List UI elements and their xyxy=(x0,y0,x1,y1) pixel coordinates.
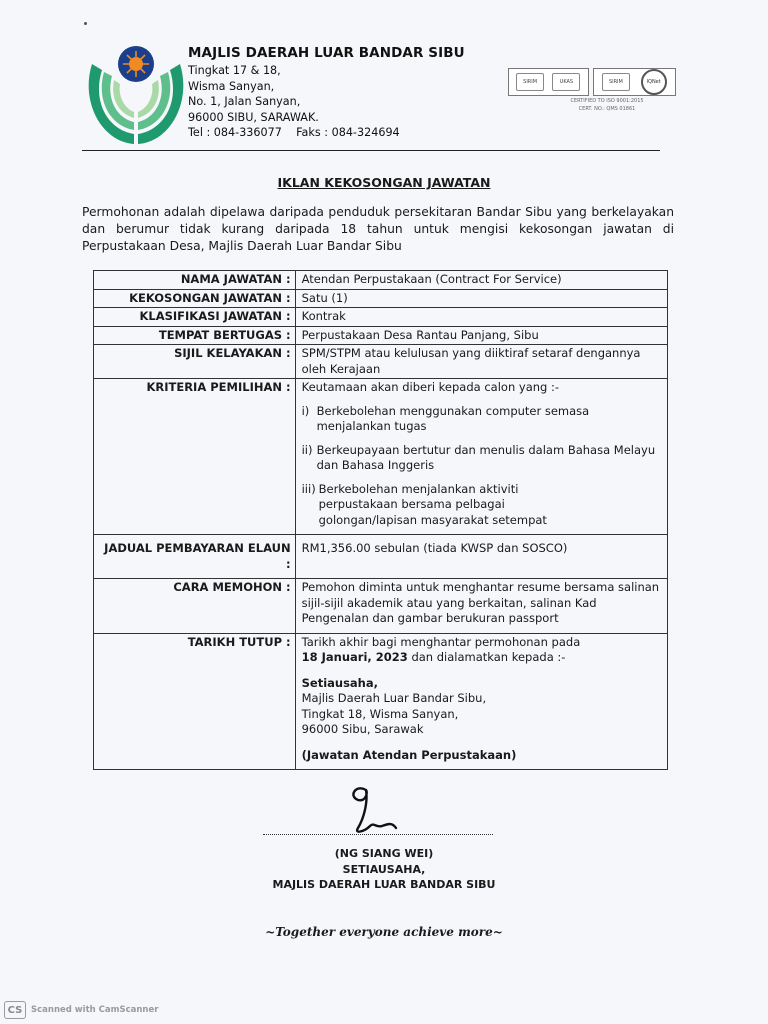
row-label: TARIKH TUTUP : xyxy=(94,633,296,770)
table-row xyxy=(94,535,668,579)
table-row-closing xyxy=(94,633,668,770)
address-line: Wisma Sanyan, xyxy=(188,79,275,93)
criteria-value xyxy=(295,379,667,535)
table-row xyxy=(94,326,668,345)
address-line: Tingkat 17 & 18, xyxy=(188,64,281,77)
row-value: RM1,356.00 sebulan (tiada KWSP dan SOSCO) xyxy=(295,535,667,579)
sirim-badge-icon: SIRIM xyxy=(516,73,544,91)
scanner-watermark xyxy=(4,1001,158,1019)
vacancy-details-table xyxy=(93,270,668,770)
table-row xyxy=(94,579,668,634)
criteria-item xyxy=(302,443,661,474)
row-label: NAMA JAWATAN : xyxy=(94,271,296,290)
row-value: Kontrak xyxy=(295,308,667,327)
criteria-text: Berkebolehan menjalankan aktiviti perpustakaan bersama pelbagai golongan/lapisan masyarakat setempat xyxy=(318,481,547,527)
row-label: CARA MEMOHON : xyxy=(94,579,296,634)
notice-intro: Permohonan adalah dipelawa daripada penduduk persekitaran Bandar Sibu yang berkelayakan dan berumur tidak kurang daripada 18 tahun untuk mengisi kekosongan jawatan di Perpustakaan Desa, Majlis Daerah Luar Bandar Sibu xyxy=(82,205,674,253)
row-label: KEKOSONGAN JAWATAN : xyxy=(94,289,296,308)
certification-badges xyxy=(508,68,676,112)
cert-number: CERT. NO.: QMS 01861 xyxy=(578,106,636,112)
closing-date: 18 Januari, 2023 xyxy=(301,650,408,664)
council-logo-icon xyxy=(84,42,188,146)
criteria-item xyxy=(302,482,661,529)
recipient-line: Majlis Daerah Luar Bandar Sibu, xyxy=(301,691,487,705)
cert-box xyxy=(508,68,589,96)
signatory-position: SETIAUSAHA, xyxy=(342,862,426,876)
signatory-organization: MAJLIS DAERAH LUAR BANDAR SIBU xyxy=(272,878,496,891)
row-value: Satu (1) xyxy=(295,289,667,308)
row-value: Pemohon diminta untuk menghantar resume bersama salinan sijil-sijil akademik atau yang berkaitan, salinan Kad Pengenalan dan gambar berukuran passport xyxy=(295,579,667,634)
sirim-badge-icon: SIRIM xyxy=(602,73,630,91)
criteria-number: ii) xyxy=(301,442,313,457)
table-row xyxy=(94,308,668,327)
signature-icon xyxy=(338,782,418,838)
criteria-number: i) xyxy=(301,403,310,418)
ukas-badge-icon: UKAS xyxy=(552,73,580,91)
criteria-item xyxy=(302,404,661,435)
row-label: KLASIFIKASI JAWATAN : xyxy=(94,308,296,327)
criteria-number: iii) xyxy=(301,481,316,496)
signature-line xyxy=(263,834,493,835)
org-name: MAJLIS DAERAH LUAR BANDAR SIBU xyxy=(188,45,465,61)
address-line: 96000 SIBU, SARAWAK. xyxy=(188,110,319,124)
application-subject: (Jawatan Atendan Perpustakaan) xyxy=(301,747,517,762)
closing-text-after: dan dialamatkan kepada :- xyxy=(407,650,566,664)
table-row xyxy=(94,345,668,379)
contact-line: Tel : 084-336077 Faks : 084-324694 xyxy=(188,126,400,140)
criteria-lead: Keutamaan akan diberi kepada calon yang :- xyxy=(301,380,560,394)
address-line: No. 1, Jalan Sanyan, xyxy=(188,95,301,109)
criteria-text: Berkeupayaan bertutur dan menulis dalam Bahasa Melayu dan Bahasa Inggeris xyxy=(316,442,656,472)
closing-text: Tarikh akhir bagi menghantar permohonan pada xyxy=(301,634,581,649)
signatory-name: (NG SIANG WEI) xyxy=(334,847,434,860)
cert-box xyxy=(593,68,676,96)
signatory-block xyxy=(0,846,768,893)
row-value: Perpustakaan Desa Rantau Panjang, Sibu xyxy=(295,326,667,345)
recipient-line: 96000 Sibu, Sarawak xyxy=(301,722,424,736)
camscanner-logo-icon: CS xyxy=(4,1001,26,1019)
letterhead-address xyxy=(188,45,465,141)
row-label: KRITERIA PEMILIHAN : xyxy=(94,379,296,535)
row-label: TEMPAT BERTUGAS : xyxy=(94,326,296,345)
table-row xyxy=(94,289,668,308)
row-label: SIJIL KELAYAKAN : xyxy=(94,345,296,379)
cert-line: CERTIFIED TO ISO 9001:2015 xyxy=(570,98,644,104)
iqnet-badge-icon: IQNet xyxy=(641,69,667,95)
notice-title xyxy=(0,175,768,190)
header-divider xyxy=(82,150,660,151)
table-row xyxy=(94,271,668,290)
table-row-criteria xyxy=(94,379,668,535)
row-label: JADUAL PEMBAYARAN ELAUN : xyxy=(94,535,296,579)
closing-value xyxy=(295,633,667,770)
row-value: Atendan Perpustakaan (Contract For Service) xyxy=(295,271,667,290)
closing-date-line xyxy=(302,650,661,666)
recipient-line: Tingkat 18, Wisma Sanyan, xyxy=(301,706,459,721)
criteria-text: Berkebolehan menggunakan computer semasa menjalankan tugas xyxy=(316,403,590,433)
motto: ~Together everyone achieve more~ xyxy=(265,925,503,939)
recipient-title: Setiausaha, xyxy=(301,675,378,690)
row-value: SPM/STPM atau kelulusan yang diiktiraf setaraf dengannya oleh Kerajaan xyxy=(295,345,667,379)
notice-title-text: IKLAN KEKOSONGAN JAWATAN xyxy=(277,175,491,190)
scanner-text: Scanned with CamScanner xyxy=(31,1005,159,1015)
scan-speck xyxy=(84,22,87,25)
